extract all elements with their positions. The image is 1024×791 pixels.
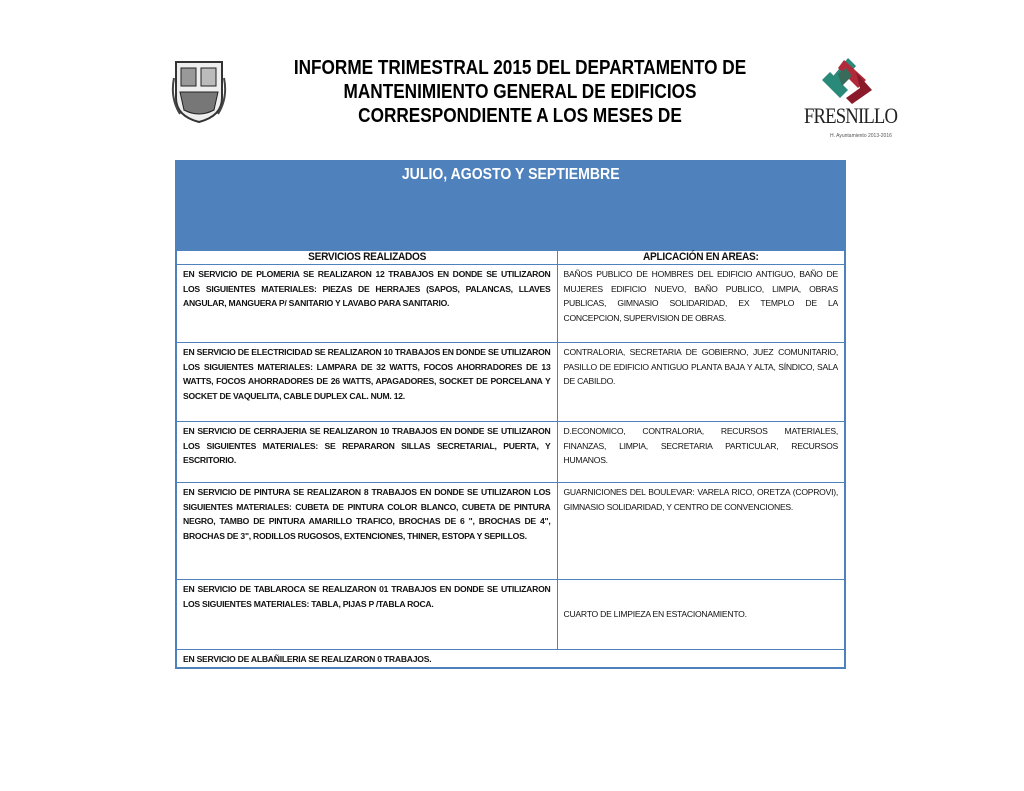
- service-cell: EN SERVICIO DE ELECTRICIDAD SE REALIZARON 10 TRABAJOS EN DONDE SE UTILIZARON LOS SIGUIENTES MATERIALES: LAMPARA DE 32 WATTS, FOCOS AHORRADORES DE 13 WATTS, FOCOS AHORRADORES DE 26 WATTS, APAGADORES, SOCKET DE PORCELANA Y SOCKET DE VAQUELITA, CABLE DUPLEX CAL. NUM. 12.: [176, 343, 557, 422]
- logo-subtext: H. Ayuntamiento 2013-2016: [830, 133, 892, 139]
- service-cell: EN SERVICIO DE PLOMERIA SE REALIZARON 12 TRABAJOS EN DONDE SE UTILIZARON LOS SIGUIENTES MATERIALES: PIEZAS DE HERRAJES (SAPOS, PALANCAS, LLAVES ANGULAR, MANGUERA P/ SANITARIO Y LAVABO PARA SANITARIO.: [176, 265, 557, 343]
- table-row: [176, 483, 845, 580]
- service-cell: EN SERVICIO DE PINTURA SE REALIZARON 8 TRABAJOS EN DONDE SE UTILIZARON LOS SIGUIENTES MATERIALES: CUBETA DE PINTURA COLOR BLANCO, CUBETA DE PINTURA NEGRO, TAMBO DE PINTURA AMARILLO TRAFICO, BROCHAS DE 6 ", BROCHAS DE 4", BROCHAS DE 3", RODILLOS RUGOSOS, EXTENCIONES, THINER, ESTOPA Y SEPILLOS.: [176, 483, 557, 580]
- period-label: JULIO, AGOSTO Y SEPTIEMBRE: [401, 166, 620, 183]
- service-cell: EN SERVICIO DE TABLAROCA SE REALIZARON 01 TRABAJOS EN DONDE SE UTILIZARON LOS SIGUIENTES MATERIALES: TABLA, PIJAS P /TABLA ROCA.: [176, 580, 557, 650]
- areas-cell: GUARNICIONES DEL BOULEVAR: VARELA RICO, ORETZA (COPROVI), GIMNASIO SOLIDARIDAD, Y CENTRO DE CONVENCIONES.: [557, 483, 845, 580]
- title-line: MANTENIMIENTO GENERAL DE EDIFICIOS: [343, 81, 697, 103]
- service-cell: EN SERVICIO DE ALBAÑILERIA SE REALIZARON 0 TRABAJOS.: [176, 650, 845, 668]
- title-line: INFORME TRIMESTRAL 2015 DEL DEPARTAMENTO DE: [293, 57, 747, 79]
- areas-cell: BAÑOS PUBLICO DE HOMBRES DEL EDIFICIO ANTIGUO, BAÑO DE MUJERES EDIFICIO NUEVO, BAÑO PUBLICO, LIMPIA, OBRAS PUBLICAS, GIMNASIO SOLIDARIDAD, EX TEMPLO DE LA CONCEPCION, SUPERVISION DE OBRAS.: [557, 265, 845, 343]
- table-row: [176, 265, 845, 343]
- areas-cell: D.ECONOMICO, CONTRALORIA, RECURSOS MATERIALES, FINANZAS, LIMPIA, SECRETARIA PARTICULAR, RECURSOS HUMANOS.: [557, 422, 845, 483]
- table-row: [176, 422, 845, 483]
- table-row: [176, 650, 845, 668]
- col-header-label: SERVICIOS REALIZADOS: [307, 251, 426, 263]
- logo-text: FRESNILLO: [804, 103, 898, 128]
- table-row: [176, 580, 845, 650]
- period-header: [176, 161, 845, 251]
- fresnillo-logo-icon: [800, 56, 895, 106]
- areas-cell: CONTRALORIA, SECRETARIA DE GOBIERNO, JUEZ COMUNITARIO, PASILLO DE EDIFICIO ANTIGUO PLANTA BAJA Y ALTA, SÍNDICO, SALA DE CABILDO.: [557, 343, 845, 422]
- services-table: [175, 160, 846, 669]
- col-header-label: APLICACIÓN EN AREAS:: [642, 251, 759, 263]
- col-header-services: [176, 251, 557, 265]
- areas-cell: CUARTO DE LIMPIEZA EN ESTACIONAMIENTO.: [557, 580, 845, 650]
- title-line: CORRESPONDIENTE A LOS MESES DE: [358, 105, 682, 127]
- service-cell: EN SERVICIO DE CERRAJERIA SE REALIZARON 10 TRABAJOS EN DONDE SE UTILIZARON LOS SIGUIENTES MATERIALES: SE REPARARON SILLAS SECRETARIAL, PUERTA, Y ESCRITORIO.: [176, 422, 557, 483]
- report-title: [230, 56, 810, 128]
- municipal-seal-logo: [170, 58, 228, 124]
- col-header-areas: [557, 251, 845, 265]
- table-row: [176, 343, 845, 422]
